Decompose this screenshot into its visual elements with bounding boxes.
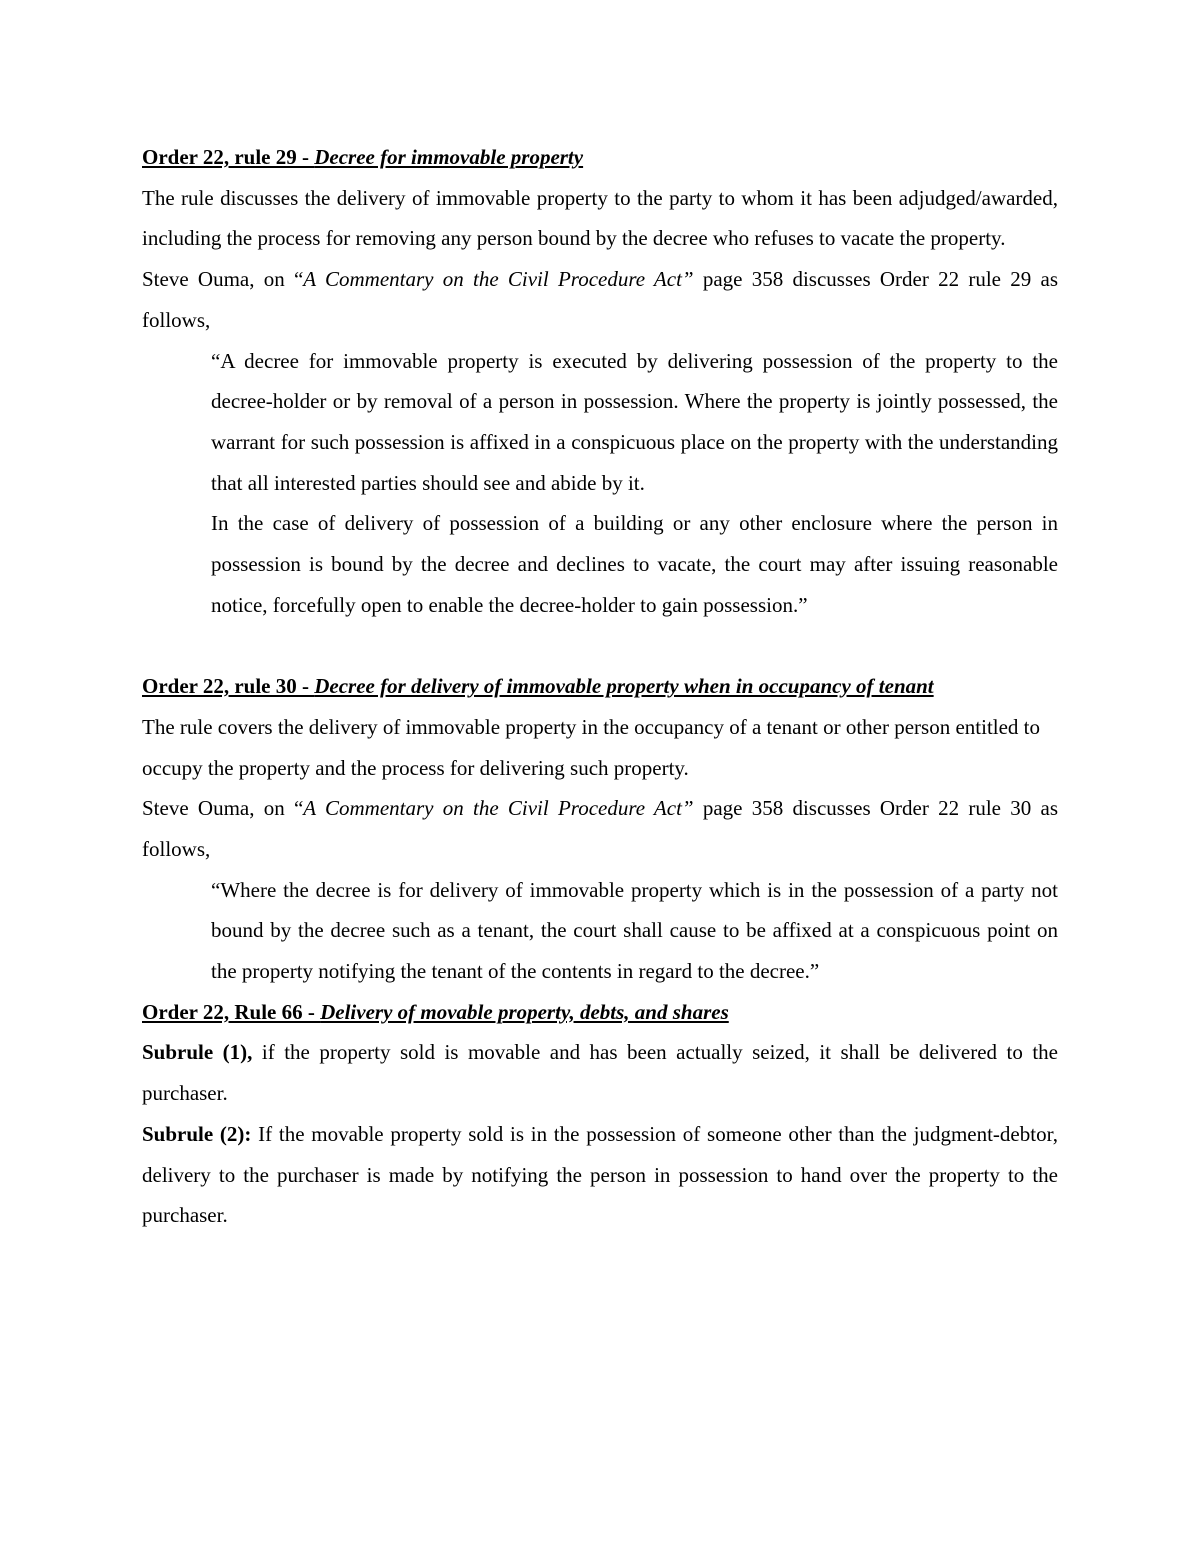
subrule-1-paragraph [142, 1032, 1058, 1113]
subrule-2-label: Subrule (2): [142, 1121, 252, 1146]
section-heading-rule-30 [142, 666, 1058, 707]
rule-30-citation [142, 788, 1058, 869]
heading-prefix: Order 22, Rule 66 - [142, 999, 321, 1024]
heading-title: Decree for immovable property [314, 145, 584, 169]
rule-30-quote: “Where the decree is for delivery of immovable property which is in the possession of a party not bound by the decree such as a tenant, the court shall cause to be affixed at a conspicuous point on the property notifying the tenant of the contents in regard to the decree.” [211, 877, 1058, 984]
subrule-1-text: if the property sold is movable and has been actually seized, it shall be delivered to the purchaser. [142, 1040, 1058, 1106]
rule-29-quote-part-2: In the case of delivery of possession of a building or any other enclosure where the person in possession is bound by the decree and declines to vacate, the court may after issuing reasonable notice, forcefully open to enable the decree-holder to gain possession.” [211, 511, 1058, 617]
rule-29-quote-part-1: “A decree for immovable property is executed by delivering possession of the property to the decree-holder or by removal of a person in possession. Where the property is jointly possessed, the warrant for such possession is affixed in a conspicuous place on the property with the understanding that all interested parties should see and abide by it. [211, 348, 1058, 495]
citation-prefix: Steve Ouma, on “ [142, 267, 304, 292]
citation-prefix: Steve Ouma, on “ [142, 796, 304, 821]
heading-title: Decree for delivery of immovable property when in occupancy of tenant [314, 674, 934, 699]
subrule-1-label: Subrule (1), [142, 1040, 253, 1065]
subrule-2-paragraph [142, 1114, 1058, 1236]
heading-prefix: Order 22, rule 30 - [142, 674, 315, 699]
section-spacer [142, 625, 1058, 666]
rule-30-summary: The rule covers the delivery of immovable property in the occupancy of a tenant or other person entitled to occupy the property and the process for delivering such property. [142, 714, 1041, 780]
heading-title: Delivery of movable property, debts, and shares [320, 999, 729, 1024]
rule-29-summary: The rule discusses the delivery of immovable property to the party to whom it has been adjudged/awarded, including the process for removing any person bound by the decree who refuses to vacate the property. [142, 185, 1058, 251]
citation-suffix: page 358 discusses Order 22 rule 30 as follows, [142, 796, 1058, 861]
subrule-2-text: If the movable property sold is in the possession of someone other than the judgment-debtor, delivery to the purchaser is made by notifying the person in possession to hand over the property to the purchaser. [142, 1121, 1058, 1228]
citation-book-title: A Commentary on the Civil Procedure Act” [303, 267, 694, 292]
section-heading-rule-29 [142, 137, 1058, 178]
section-heading-rule-66 [142, 992, 1058, 1033]
citation-book-title: A Commentary on the Civil Procedure Act” [303, 796, 694, 821]
rule-29-citation [142, 259, 1058, 340]
document-page [142, 137, 1058, 1236]
heading-prefix: Order 22, rule 29 - [142, 145, 315, 169]
citation-suffix: page 358 discusses Order 22 rule 29 as follows, [142, 267, 1058, 332]
